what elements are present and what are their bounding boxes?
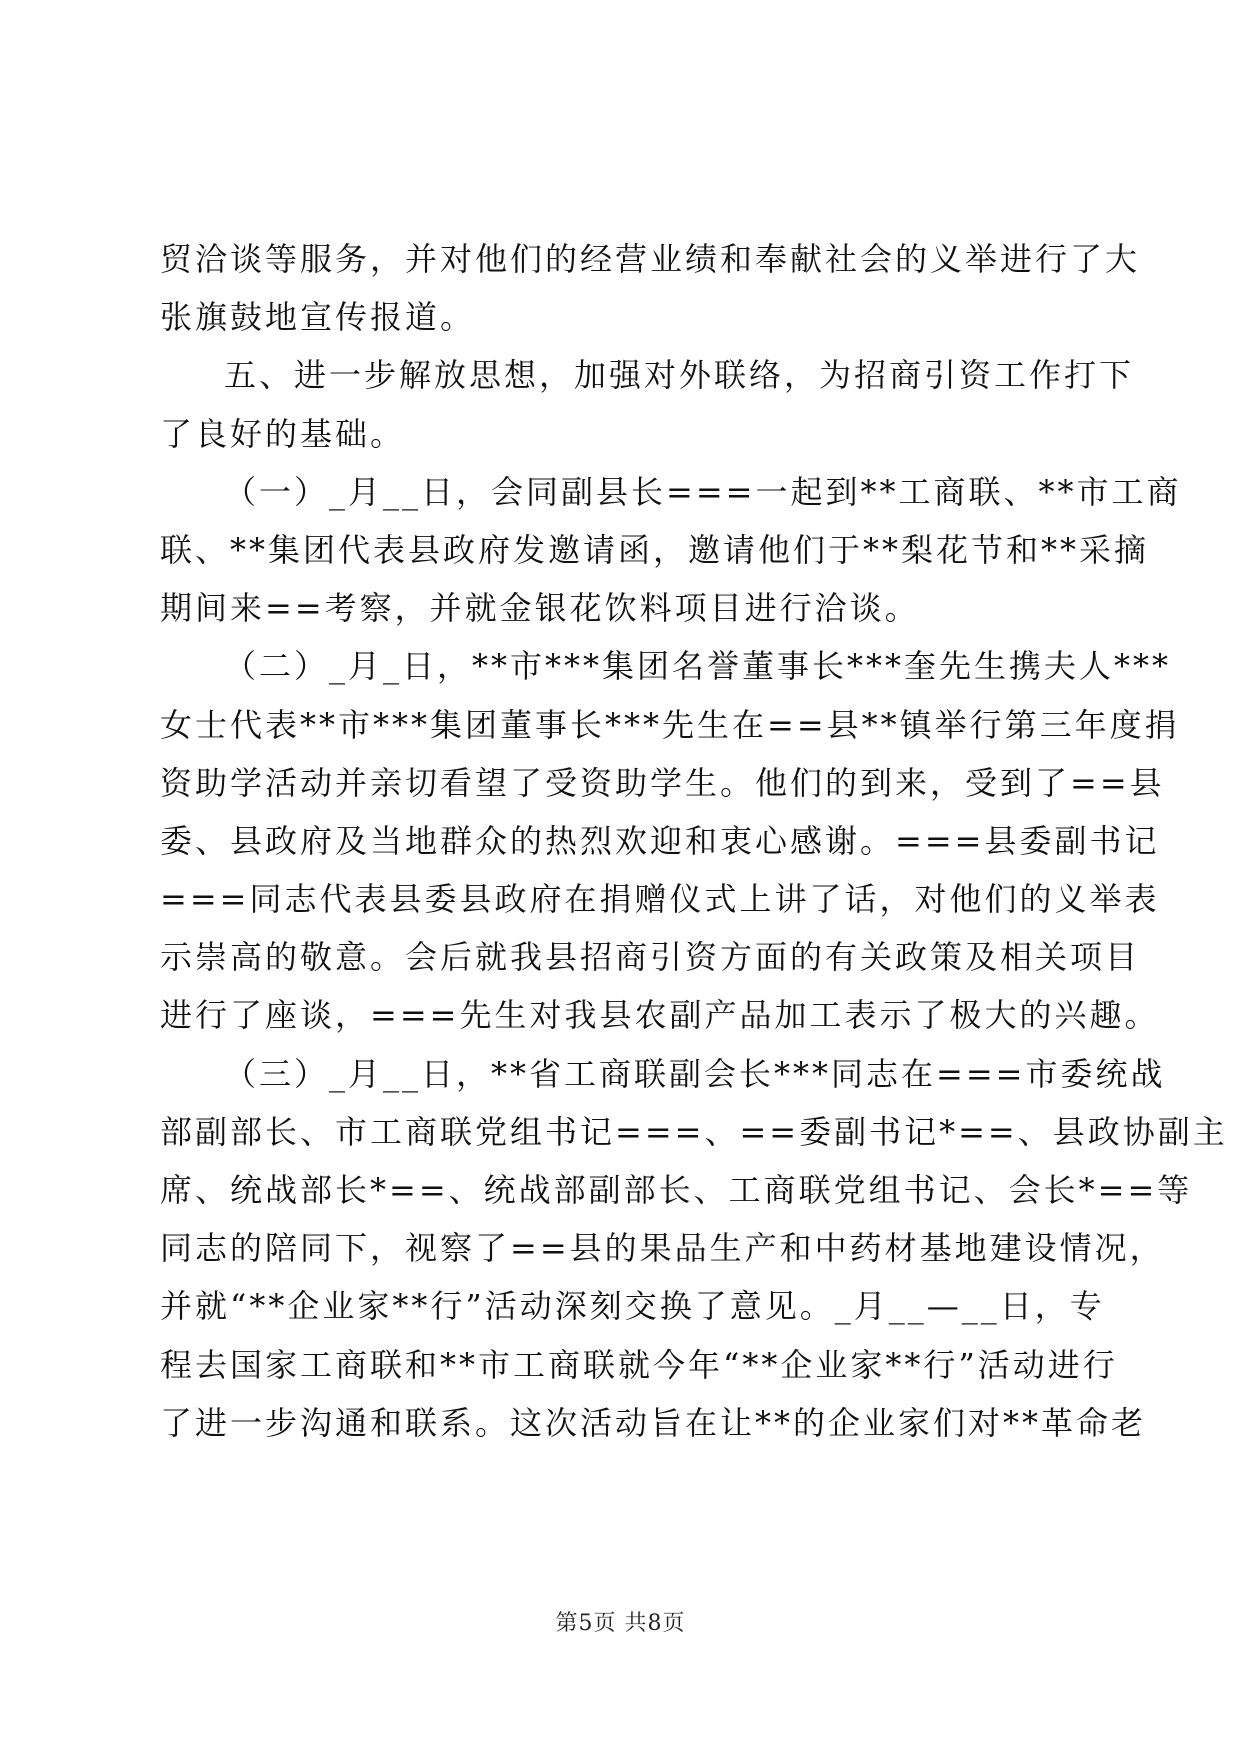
paragraph-start-line: （一）_月__日，会同副县长===一起到**工商联、**市工商	[224, 472, 1182, 511]
document-body	[160, 230, 1228, 1452]
text-line: 席、统战部长*==、统战部副部长、工商联党组书记、会长*==等	[160, 1171, 1193, 1209]
text-line: 联、**集团代表县政府发邀请函，邀请他们于**梨花节和**采摘	[160, 530, 1150, 569]
text-line: 了进一步沟通和联系。这次活动旨在让**的企业家们对**革命老	[160, 1403, 1147, 1442]
text-line: 并就“**企业家**行”活动深刻交换了意见。_月__—__日，专	[160, 1287, 1105, 1326]
text-line: 示崇高的敬意。会后就我县招商引资方面的有关政策及相关项目	[160, 938, 1141, 977]
text-line: 贸洽谈等服务，并对他们的经营业绩和奉献社会的义举进行了大	[160, 240, 1141, 278]
section-heading-line: 五、进一步解放思想，加强对外联络，为招商引资工作打下	[224, 356, 1135, 395]
text-line: 了良好的基础。	[160, 414, 406, 453]
text-line: 委、县政府及当地群众的热烈欢迎和衷心感谢。===县委副书记	[160, 821, 1160, 860]
text-line: 期间来==考察，并就金银花饮料项目进行洽谈。	[160, 589, 920, 628]
text-line: ===同志代表县委县政府在捐赠仪式上讲了话，对他们的义举表	[160, 880, 1160, 919]
text-line: 程去国家工商联和**市工商联就今年“**企业家**行”活动进行	[160, 1345, 1118, 1384]
text-line: 进行了座谈，===先生对我县农副产品加工表示了极大的兴趣。	[160, 996, 1160, 1035]
paragraph-start-line: （三）_月__日，**省工商联副会长***同志在===市委统战	[224, 1054, 1166, 1093]
text-line: 张旗鼓地宣传报道。	[160, 298, 476, 337]
text-line: 部副部长、市工商联党组书记===、==委副书记*==、县政协副主	[160, 1112, 1228, 1151]
paragraph-start-line: （二）_月_日，**市***集团名誉董事长***奎先生携夫人***	[224, 647, 1172, 686]
text-line: 女士代表**市***集团董事长***先生在==县**镇举行第三年度捐	[160, 705, 1180, 744]
page-number-footer: 第5页 共8页	[555, 1611, 686, 1636]
text-line: 资助学活动并亲切看望了受资助学生。他们的到来，受到了==县	[160, 763, 1165, 802]
text-line: 同志的陪同下，视察了==县的果品生产和中药材基地建设情况，	[160, 1229, 1165, 1268]
